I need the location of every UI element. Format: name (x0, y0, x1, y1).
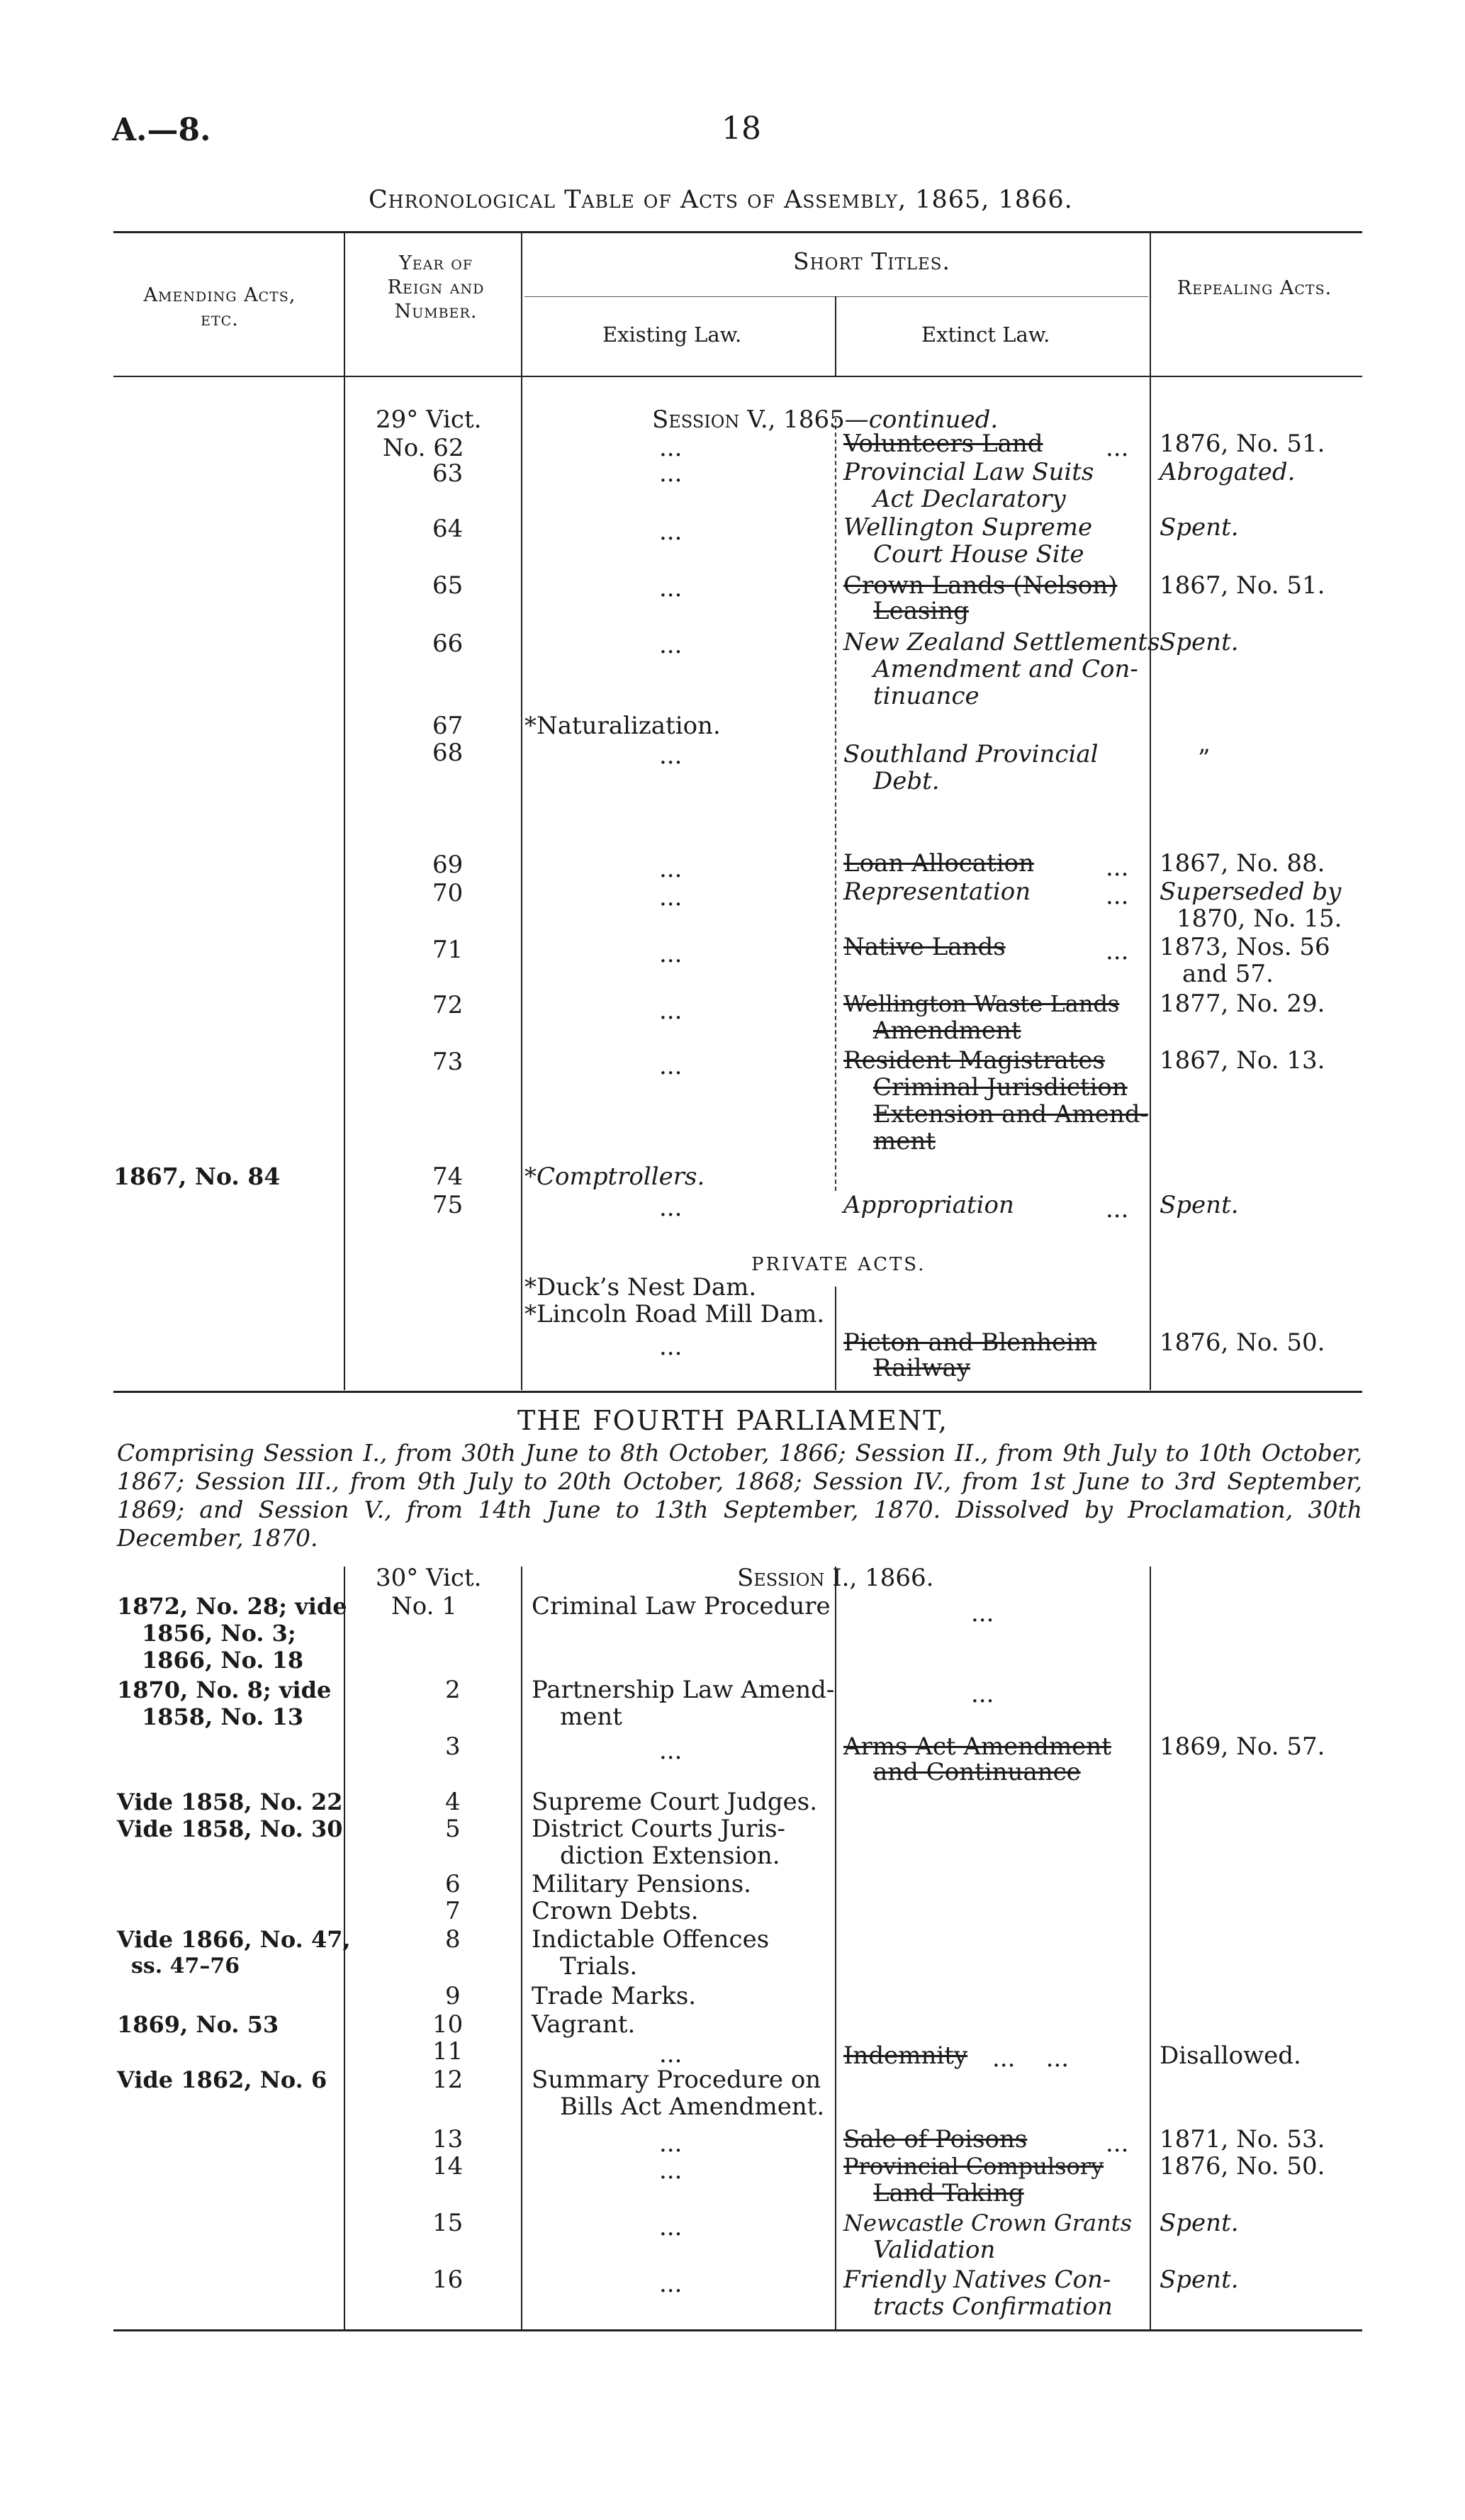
extinct-dots: ... (1106, 1195, 1129, 1223)
col-header-existing: Existing Law. (602, 323, 742, 347)
col-header-repealing: Repealing Acts. (1177, 277, 1332, 299)
extinct-law-cont: Court House Site (873, 540, 1084, 569)
extinct-law-cont: Amendment and Con- (873, 655, 1138, 683)
row-number: 65 (432, 571, 464, 600)
existing-law-cont: diction Extension. (560, 1842, 780, 1870)
extinct-law: Loan Allocation (843, 849, 1035, 878)
extinct-dots: ... (1106, 937, 1129, 965)
extinct-law: Native Lands (843, 933, 1006, 961)
extinct-dots: ... ... (992, 2044, 1070, 2073)
row-number: 72 (432, 991, 464, 1019)
repealing-act: 1873, Nos. 56 (1160, 933, 1330, 961)
parliament-title: THE FOURTH PARLIAMENT, (517, 1405, 948, 1436)
private-act: *Lincoln Road Mill Dam. (524, 1300, 825, 1328)
row-number: 66 (432, 629, 464, 658)
private-acts-heading: PRIVATE ACTS. (751, 1254, 926, 1275)
repealing-act: Spent. (1160, 628, 1239, 656)
extinct-law: Resident Magistrates (843, 1046, 1105, 1075)
col-header-amending: Amending Acts, etc. (143, 284, 296, 330)
repealing-act-cont: 1870, No. 15. (1177, 905, 1342, 933)
page-code: A.—8. (112, 112, 211, 148)
row-number: 5 (445, 1815, 461, 1843)
extinct-law-cont: tinuance (873, 682, 980, 710)
amending-act: Vide 1858, No. 30 (117, 1815, 343, 1842)
repealing-act: Disallowed. (1160, 2042, 1301, 2070)
extinct-law: ... (971, 1680, 994, 1708)
amending-act: Vide 1862, No. 6 (117, 2066, 327, 2093)
amending-act: 1870, No. 8; vide (117, 1676, 332, 1703)
existing-law: Criminal Law Procedure (532, 1592, 831, 1620)
row-number: 69 (432, 851, 464, 879)
table-top-rule (113, 231, 1362, 233)
existing-law: District Courts Juris- (532, 1815, 786, 1843)
existing-law: ... (659, 2156, 683, 2185)
repealing-act: Spent. (1160, 2266, 1239, 2294)
amending-act: 1872, No. 28; vide (117, 1593, 347, 1620)
session-i-heading: Session I., 1866. (737, 1564, 934, 1592)
amending-act-cont: ss. 47–76 (131, 1954, 240, 1978)
existing-law: ... (659, 2213, 683, 2241)
extinct-law-cont: Amendment (873, 1017, 1021, 1045)
existing-law: Partnership Law Amend- (532, 1676, 835, 1704)
row-number: 13 (432, 2125, 464, 2154)
existing-law: Crown Debts. (532, 1897, 699, 1925)
extinct-law-cont: Validation (873, 2236, 996, 2264)
existing-law: ... (659, 574, 683, 603)
repealing-act: 1867, No. 51. (1160, 571, 1325, 600)
extinct-law: Southland Provincial (843, 740, 1099, 768)
extinct-law: Representation (843, 878, 1031, 906)
repealing-act: Superseded by (1160, 878, 1342, 906)
existing-law: ... (659, 434, 683, 462)
row-number: 75 (432, 1191, 464, 1219)
existing-law: ... (659, 631, 683, 659)
col-header-year: Year of Reign and Number. (387, 252, 485, 323)
existing-law: Supreme Court Judges. (532, 1788, 818, 1816)
extinct-law-cont: Extension and Amend- (873, 1100, 1148, 1129)
extinct-law-cont: Criminal Jurisdiction (873, 1073, 1128, 1102)
row-number: No. 1 (391, 1592, 457, 1620)
row-number: 8 (445, 1925, 461, 1954)
short-titles-rule (524, 296, 1148, 297)
extinct-law: Provincial Law Suits (843, 458, 1094, 486)
existing-law: ... (659, 741, 683, 770)
extinct-law: Provincial Compulsory (843, 2153, 1104, 2180)
extinct-dots: ... (1106, 882, 1129, 910)
row-number: 74 (432, 1163, 464, 1191)
private-act-extinct-cont: Railway (873, 1354, 970, 1382)
row-number: 14 (432, 2152, 464, 2180)
repealing-act: 1876, No. 50. (1160, 2152, 1325, 2180)
row-number: 10 (432, 2010, 464, 2039)
repealing-act: Spent. (1160, 1191, 1239, 1219)
row-number: 70 (432, 879, 464, 907)
row-number: 68 (432, 739, 464, 767)
rule-extinct-left-body (835, 418, 836, 1191)
rule-repeal-left (1150, 231, 1151, 1390)
repealing-act: 1869, No. 57. (1160, 1732, 1325, 1761)
repealing-act: ” (1198, 744, 1211, 773)
existing-law: ... (659, 2270, 683, 2298)
repealing-act: Spent. (1160, 513, 1239, 542)
table2-bottom-rule (113, 2329, 1362, 2331)
extinct-law-cont: Debt. (873, 767, 940, 795)
existing-law: ... (659, 2040, 683, 2068)
extinct-law: ... (971, 1599, 994, 1628)
row-number: 3 (445, 1732, 461, 1761)
existing-law: ... (659, 940, 683, 968)
extinct-law: Wellington Supreme (843, 513, 1093, 542)
col-header-extinct: Extinct Law. (921, 323, 1050, 347)
rule-year-left (344, 231, 345, 1390)
rule2-repeal-left (1150, 1567, 1151, 2329)
row-number: 63 (432, 459, 464, 488)
row-number: 7 (445, 1897, 461, 1925)
repealing-act-cont: and 57. (1182, 960, 1274, 988)
row-number: 16 (432, 2266, 464, 2294)
existing-law: Vagrant. (532, 2010, 636, 2039)
repealing-act: 1871, No. 53. (1160, 2125, 1325, 2154)
row-number: 9 (445, 1982, 461, 2010)
rule-extinct-left-private (835, 1287, 836, 1390)
row-number: No. 62 (383, 434, 464, 462)
extinct-law: Arms Act Amendment (843, 1732, 1111, 1761)
existing-law: ... (659, 1194, 683, 1222)
extinct-dots: ... (1106, 434, 1129, 462)
existing-law: ... (659, 1737, 683, 1765)
rule-year-right (521, 231, 522, 1390)
session-v-heading: Session V., 1865—continued. (652, 405, 999, 434)
extinct-law: Appropriation (843, 1191, 1014, 1219)
extinct-law-cont: ment (873, 1127, 936, 1155)
existing-law: Indictable Offences (532, 1925, 770, 1954)
parliament-description: Comprising Session I., from 30th June to 8th October, 1866; Session II., from 9th July to 10th October, 1867; Session III., from 9th July to 20th October, 1868; Session IV., from 1st June to 3rd September, 1869; and Session V., from 14th June to 13th September, 1870. Dissolved by Proclamation, 30th December, 1870. (117, 1439, 1362, 1552)
existing-law-cont: Bills Act Amendment. (560, 2093, 825, 2121)
table1-bottom-rule (113, 1391, 1362, 1393)
existing-law: ... (659, 1052, 683, 1080)
amending-act-cont: 1858, No. 13 (142, 1703, 304, 1730)
private-act-repeal: 1876, No. 50. (1160, 1328, 1325, 1357)
extinct-law: New Zealand Settlements (843, 628, 1160, 656)
row-number: 73 (432, 1048, 464, 1076)
existing-law: ... (659, 2129, 683, 2158)
extinct-law: Crown Lands (Nelson) (843, 571, 1118, 600)
row-number: 6 (445, 1870, 461, 1898)
existing-law: Summary Procedure on (532, 2066, 821, 2094)
row-number: 11 (432, 2037, 464, 2066)
rule-extinct-left (835, 296, 836, 376)
existing-law-cont: ment (560, 1703, 622, 1731)
amending-act-cont: 1866, No. 18 (142, 1647, 304, 1674)
existing-law: ... (659, 459, 683, 488)
repealing-act: 1867, No. 88. (1160, 849, 1325, 878)
row-number: 71 (432, 936, 464, 964)
extinct-law: Friendly Natives Con- (843, 2266, 1111, 2294)
extinct-dots: ... (1106, 853, 1129, 882)
existing-law: ... (659, 855, 683, 883)
extinct-law-cont: tracts Confirmation (873, 2292, 1113, 2321)
row-number: 64 (432, 515, 464, 543)
repealing-act: 1877, No. 29. (1160, 990, 1325, 1018)
amending-act: Vide 1858, No. 22 (117, 1788, 343, 1815)
header-bottom-rule (113, 376, 1362, 377)
extinct-law: Volunteers Land (843, 430, 1043, 458)
amending-act-cont: 1856, No. 3; (142, 1620, 296, 1647)
extinct-law-cont: and Continuance (873, 1758, 1081, 1786)
existing-law-cont: Trials. (560, 1952, 638, 1981)
amending-act: 1867, No. 84 (113, 1163, 281, 1190)
extinct-law-cont: Land Taking (873, 2179, 1024, 2207)
extinct-law: Sale of Poisons (843, 2125, 1028, 2154)
private-act-existing: ... (659, 1333, 683, 1361)
amending-act: Vide 1866, No. 47, (117, 1926, 351, 1953)
row-number: 4 (445, 1788, 461, 1816)
row-number: 15 (432, 2209, 464, 2237)
private-act: *Duck’s Nest Dam. (524, 1273, 757, 1301)
row-number: 12 (432, 2066, 464, 2094)
private-act-extinct: Picton and Blenheim (843, 1328, 1097, 1357)
repealing-act: 1876, No. 51. (1160, 430, 1325, 458)
row-number: 2 (445, 1676, 461, 1704)
existing-law: ... (659, 883, 683, 912)
repealing-act: Abrogated. (1160, 458, 1296, 486)
amending-act: 1869, No. 53 (117, 2011, 279, 2038)
extinct-law: Newcastle Crown Grants (843, 2210, 1132, 2236)
extinct-law-cont: Leasing (873, 597, 969, 625)
existing-law: *Comptrollers. (524, 1163, 705, 1191)
extinct-dots: ... (1106, 2129, 1129, 2158)
rule2-extinct-left (835, 1567, 836, 2329)
page-title: Chronological Table of Acts of Assembly, 1865, 1866. (369, 186, 1073, 214)
existing-law: ... (659, 997, 683, 1025)
year-head-29-vict: 29° Vict. (376, 405, 482, 434)
row-number: 67 (432, 712, 464, 740)
existing-law: Trade Marks. (532, 1982, 697, 2010)
extinct-law: Wellington Waste Lands (843, 990, 1120, 1017)
repealing-act: Spent. (1160, 2209, 1239, 2237)
year-head-30-vict: 30° Vict. (376, 1564, 482, 1592)
extinct-law: Indemnity (843, 2042, 968, 2070)
page-number: 18 (722, 111, 761, 147)
rule2-year-right (521, 1567, 522, 2329)
existing-law: ... (659, 517, 683, 546)
existing-law: Military Pensions. (532, 1870, 751, 1898)
existing-law: *Naturalization. (524, 712, 721, 740)
extinct-law-cont: Act Declaratory (873, 485, 1066, 513)
col-header-short-titles: Short Titles. (792, 247, 950, 275)
repealing-act: 1867, No. 13. (1160, 1046, 1325, 1075)
